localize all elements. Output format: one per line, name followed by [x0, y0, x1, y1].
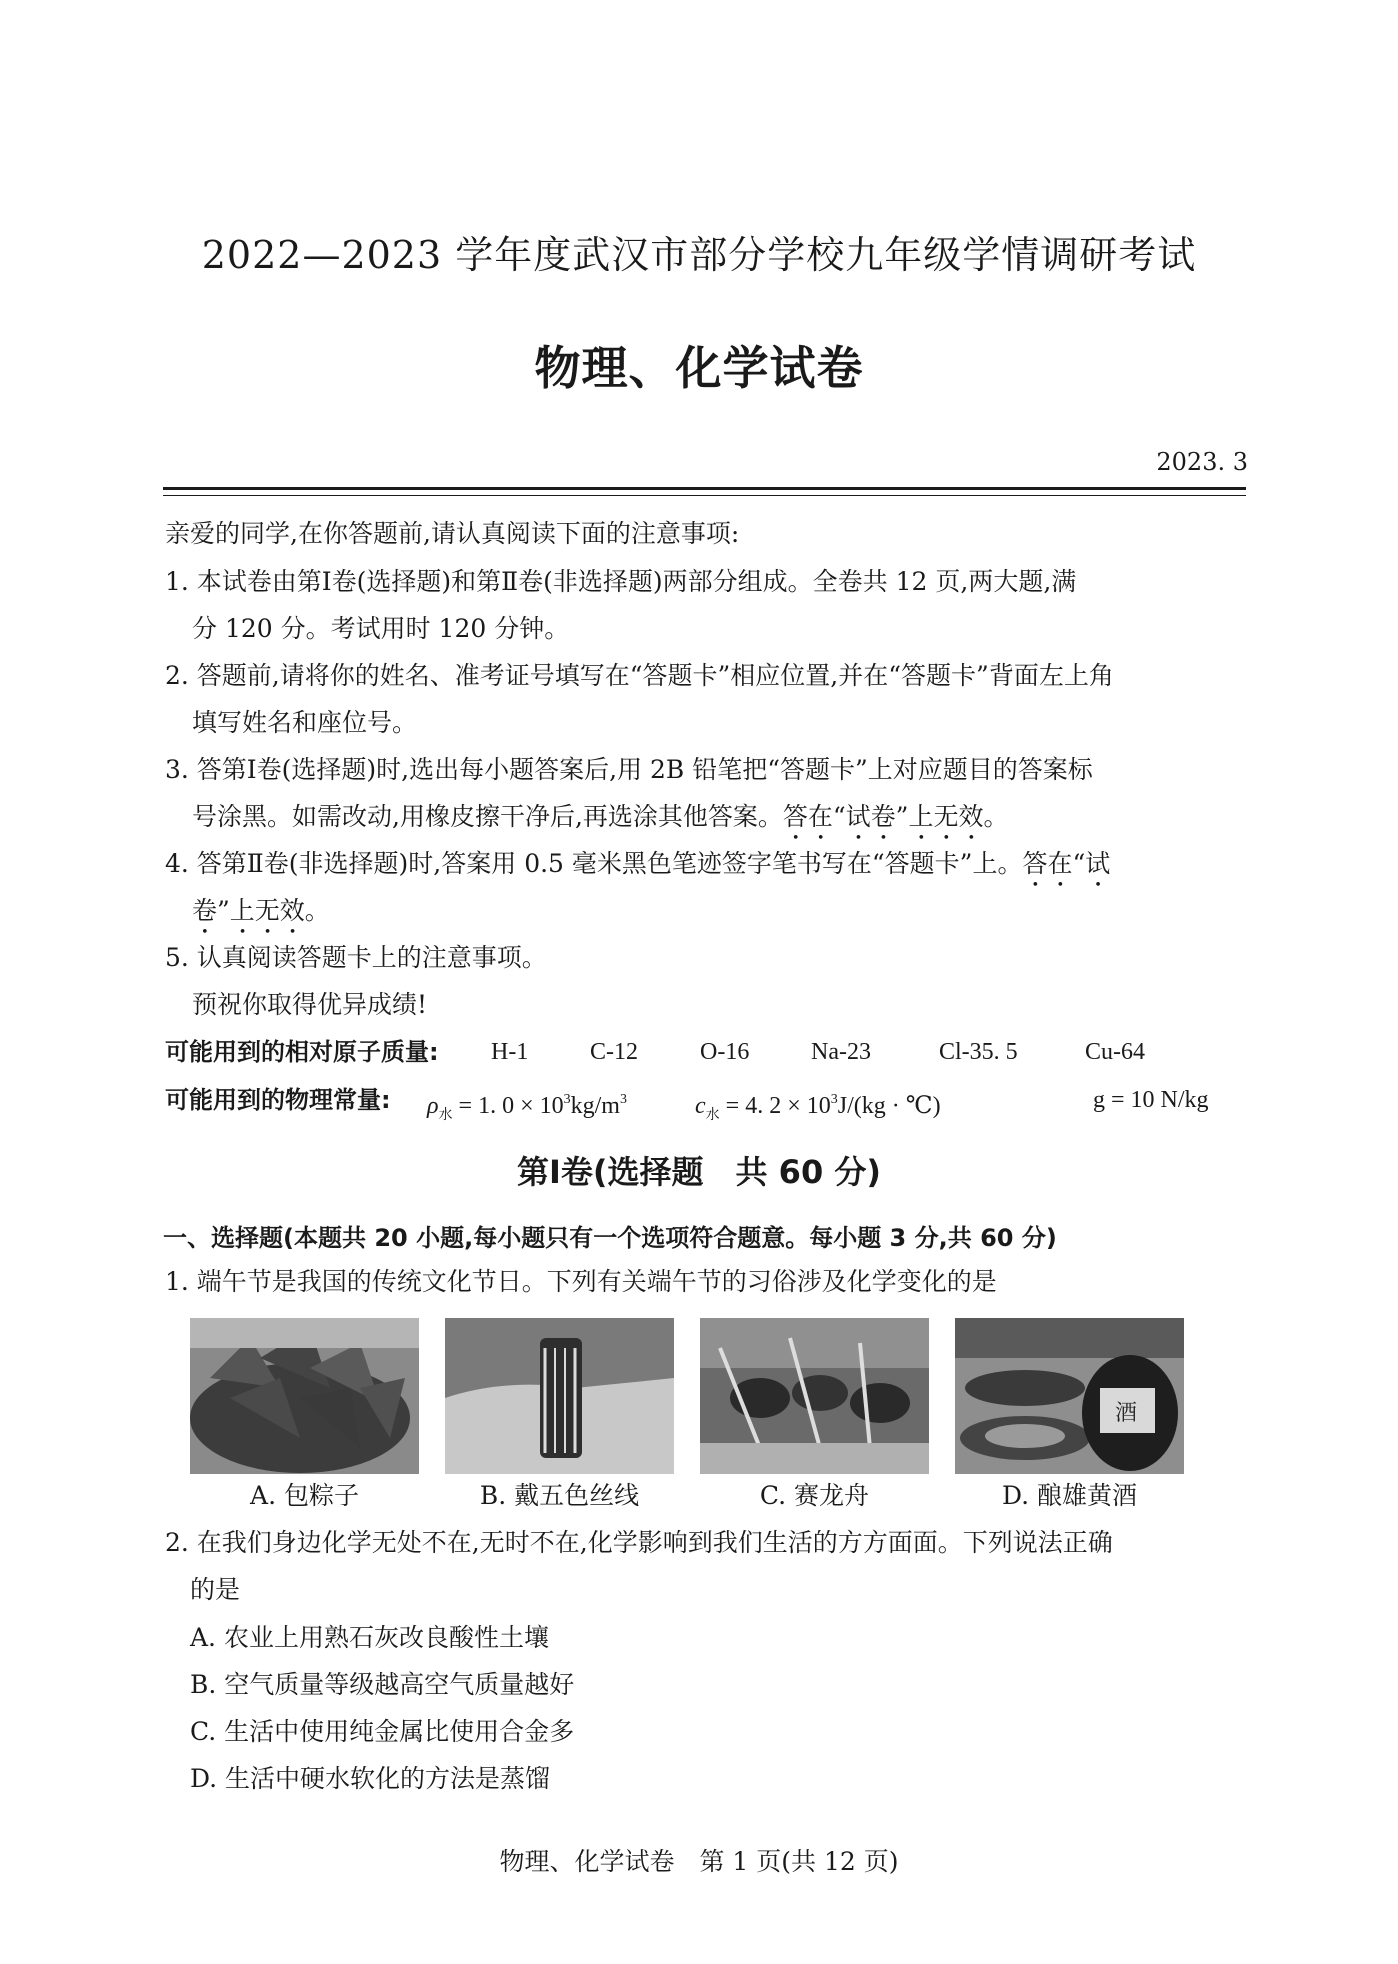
subject-title: 物理、化学试卷 [534, 341, 864, 395]
page-footer: 物理、化学试卷 第 1 页(共 12 页) [499, 1847, 899, 1876]
atomic-mass-c: C-12 [590, 1039, 638, 1065]
atomic-mass-label: 可能用到的相对原子质量: [165, 1038, 439, 1066]
option-c-caption: C. 赛龙舟 [759, 1481, 870, 1510]
zongzi-photo [190, 1318, 419, 1474]
water-density [427, 1084, 627, 1132]
notice-item-3-emphasis: 答在“试卷”上无效 [782, 802, 984, 831]
realgar-wine-photo [955, 1318, 1184, 1474]
rho-exponent: 3 [563, 1092, 571, 1107]
notice-item-1-line-2: 分 120 分。考试用时 120 分钟。 [192, 614, 570, 643]
gravity-constant: g = 10 N/kg [1093, 1087, 1209, 1113]
notice-item-4-text: 4. 答第Ⅱ卷(非选择题)时,答案用 0.5 毫米黑色笔迹签字笔书写在“答题卡”上。 [165, 849, 1023, 878]
atomic-mass-cl: Cl-35. 5 [939, 1039, 1018, 1065]
notice-item-5: 5. 认真阅读答题卡上的注意事项。 [165, 943, 547, 972]
question-2-stem-line-1: 2. 在我们身边化学无处不在,无时不在,化学影响到我们生活的方方面面。下列说法正确 [165, 1528, 1113, 1557]
question-2-option-d: D. 生活中硬水软化的方法是蒸馏 [190, 1764, 551, 1793]
notice-item-4-emphasis: 答在“试 [1022, 849, 1111, 878]
atomic-mass-na: Na-23 [811, 1039, 871, 1065]
exam-date: 2023. 3 [1156, 448, 1248, 476]
notice-intro: 亲爱的同学,在你答题前,请认真阅读下面的注意事项: [165, 519, 740, 548]
notice-item-3-line-1: 3. 答第Ⅰ卷(选择题)时,选出每小题答案后,用 2B 铅笔把“答题卡”上对应题目的答案标 [165, 755, 1093, 784]
notice-item-1-line-1: 1. 本试卷由第Ⅰ卷(选择题)和第Ⅱ卷(非选择题)两部分组成。全卷共 12 页,两大题,满 [165, 567, 1077, 596]
water-specific-heat [695, 1084, 941, 1132]
svg-text:酒: 酒 [1115, 1401, 1138, 1426]
silk-bracelet-photo [445, 1318, 674, 1474]
question-2-option-a: A. 农业上用熟石灰改良酸性土壤 [190, 1623, 549, 1652]
atomic-mass-cu: Cu-64 [1085, 1039, 1145, 1065]
question-2-option-b: B. 空气质量等级越高空气质量越好 [190, 1670, 575, 1699]
rho-value: = 1. 0 × 10 [452, 1093, 564, 1119]
physics-constants-label: 可能用到的物理常量: [165, 1086, 391, 1114]
notice-item-3-line-2 [192, 801, 1008, 846]
rho-symbol: ρ [427, 1093, 439, 1119]
notice-wish: 预祝你取得优异成绩! [192, 990, 428, 1019]
dragon-boat-photo [700, 1318, 929, 1474]
c-value: = 4. 2 × 10 [719, 1093, 831, 1119]
question-2-option-c: C. 生活中使用纯金属比使用合金多 [190, 1717, 575, 1746]
notice-item-4-line-2 [192, 895, 330, 940]
c-unit: J/(kg · ℃) [837, 1093, 941, 1119]
exam-title: 2022—2023 学年度武汉市部分学校九年级学情调研考试 [201, 233, 1197, 277]
question-1-stem: 1. 端午节是我国的传统文化节日。下列有关端午节的习俗涉及化学变化的是 [165, 1267, 997, 1296]
c-symbol: c [695, 1093, 706, 1119]
notice-item-4-line-1 [165, 848, 1110, 893]
atomic-mass-o: O-16 [700, 1039, 750, 1065]
c-exponent: 3 [830, 1092, 838, 1107]
header-rule-thick [163, 487, 1246, 490]
c-subscript: 水 [705, 1108, 720, 1123]
notice-item-4-period: 。 [304, 896, 330, 925]
section-title: 第Ⅰ卷(选择题 共 60 分) [517, 1153, 881, 1191]
option-b-caption: B. 戴五色丝线 [479, 1481, 640, 1510]
option-d-caption: D. 酿雄黄酒 [1001, 1481, 1138, 1510]
notice-item-2-line-1: 2. 答题前,请将你的姓名、准考证号填写在“答题卡”相应位置,并在“答题卡”背面左上角 [165, 661, 1114, 690]
atomic-mass-h: H-1 [491, 1039, 529, 1065]
notice-item-3-text: 号涂黑。如需改动,用橡皮擦干净后,再选涂其他答案。 [192, 802, 783, 831]
part-one-title: 一、选择题(本题共 20 小题,每小题只有一个选项符合题意。每小题 3 分,共 60 分) [163, 1224, 1057, 1252]
option-a-caption: A. 包粽子 [250, 1481, 359, 1510]
notice-item-3-period: 。 [983, 802, 1009, 831]
notice-item-4-emphasis-2: 卷”上无效 [192, 896, 305, 925]
rho-unit-exponent: 3 [619, 1092, 627, 1107]
question-2-stem-line-2: 的是 [190, 1575, 241, 1604]
header-rule-thin [163, 495, 1246, 496]
rho-unit: kg/m [570, 1093, 620, 1119]
rho-subscript: 水 [438, 1108, 453, 1123]
notice-item-2-line-2: 填写姓名和座位号。 [192, 708, 418, 737]
